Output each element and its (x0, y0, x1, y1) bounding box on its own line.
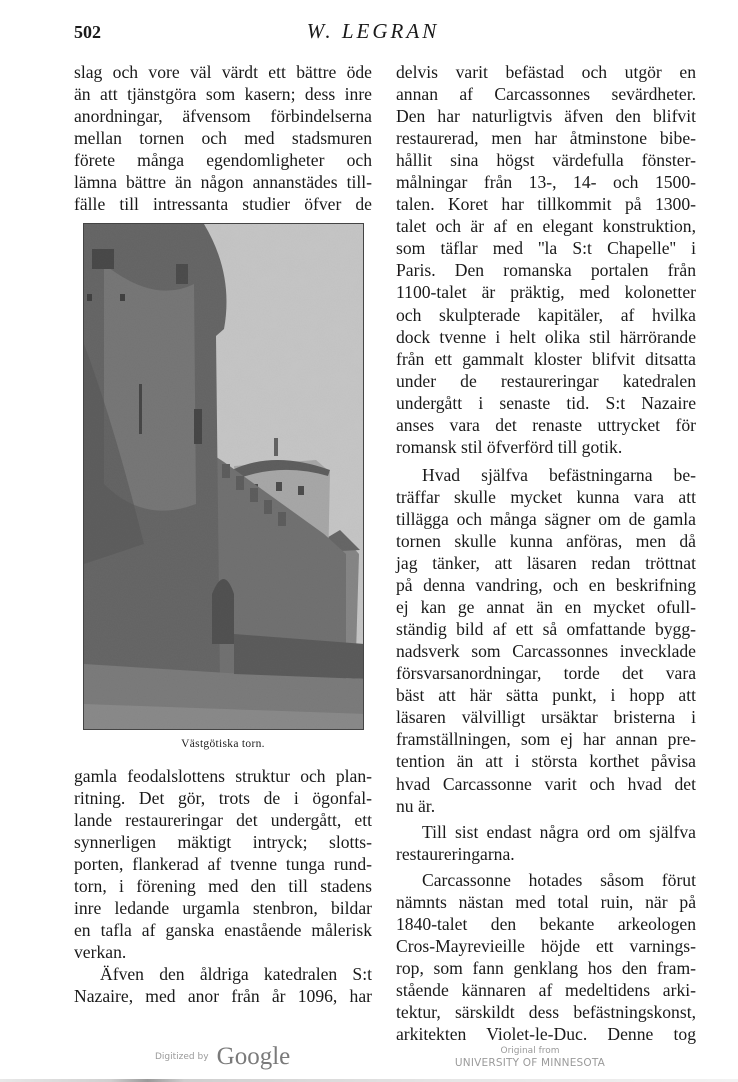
right-column (396, 61, 696, 1045)
text-line: tektur, särskildt dess befästningskonst, (396, 1001, 696, 1022)
text-line: lämna bättre än någon annanstädes till- (74, 172, 372, 193)
text-line: nadsverk som Carcassonnes invecklade (396, 641, 696, 662)
text-line: talet och är af en elegant konstruktion, (396, 216, 696, 237)
left-column-top (74, 61, 372, 215)
text-line: 1840-talet den bekante arkeologen (396, 913, 696, 934)
left-column-bottom (74, 765, 372, 1008)
text-line: framställningen, som ej har annan pre- (396, 729, 696, 750)
tower-photograph (83, 223, 364, 730)
text-line: än att tjänstgöra som kasern; dess inre (74, 84, 372, 105)
text-line: Carcassonne hotades såsom förut (422, 869, 696, 890)
text-line: en tafla af ganska enastående målerisk (74, 920, 372, 941)
text-line: ej kan ge annat än en mycket ofull- (396, 597, 696, 618)
text-line: Den har naturligtvis äfven den blifvit (396, 106, 696, 127)
text-line: hållit sina högst värdefulla fönster- (396, 150, 696, 171)
castle-tower-image (84, 224, 364, 730)
page-number: 502 (74, 22, 101, 42)
text-line: Äfven den åldriga katedralen S:t (100, 964, 372, 985)
text-line: slag och vore väl värdt ett bättre öde (74, 62, 372, 82)
text-line: verkan. (74, 942, 127, 963)
original-from-label: Original from (500, 1046, 560, 1056)
text-line: hvad Carcassonne varit och hvad det (396, 773, 696, 794)
text-line: stående kännaren af medeltidens arki- (396, 979, 696, 1000)
text-line: romansk stil öfverförd till gotik. (396, 436, 623, 457)
text-line: undergått i senaste tid. S:t Nazaire (396, 392, 696, 413)
text-line: som täflar med ''la S:t Chapelle'' i (396, 238, 696, 259)
text-line: arkitekten Violet-le-Duc. Denne tog (396, 1024, 696, 1045)
original-from-watermark (445, 1046, 615, 1070)
text-line: från ett gammalt kloster blifvit ditsatta (396, 348, 696, 369)
text-line: under de restaureringar katedralen (396, 370, 696, 391)
text-line: Till sist endast några ord om själfva (422, 821, 696, 842)
institution-label: UNIVERSITY OF MINNESOTA (454, 1057, 606, 1069)
text-line: jag tänker, att läsaren redan tröttnat (396, 553, 696, 574)
text-line: porten, flankerad af tvenne tunga rund- (74, 854, 372, 875)
digitized-by-google-watermark (155, 1043, 290, 1071)
text-line: nämnts nästan med total ruin, när på (396, 891, 696, 912)
text-line: delvis varit befästad och utgör en (396, 62, 696, 82)
text-line: talen. Koret har tillkommit på 1300- (396, 194, 696, 215)
text-line: dock tvenne i helt olika stil härrörande (396, 326, 696, 347)
text-line: anordningar, äfvensom förbindelserna (74, 106, 372, 127)
running-head: W. LEGRAN (306, 19, 440, 43)
figure-caption: Västgötiska torn. (181, 738, 265, 750)
text-line: rop, som fann genklang hos den fram- (396, 957, 696, 978)
text-line: fälle till intressanta studier öfver de (74, 194, 372, 215)
text-line: nu är. (396, 795, 436, 816)
text-line: Paris. Den romanska portalen från (396, 260, 696, 281)
text-line: och skulpterade kapitäler, af hvilka (396, 304, 696, 325)
text-line: restaurerad, men har åtminstone bibe- (396, 128, 696, 149)
text-line: förete många egendomligheter och (74, 150, 372, 171)
text-line: försvarsanordningar, torde det vara (396, 663, 696, 684)
text-line: inre ledande urgamla stenbron, bildar (74, 898, 372, 919)
text-line: mellan tornen och med stadsmuren (74, 128, 372, 149)
text-line: ständig bild af ett så omfattande bygg- (396, 619, 696, 640)
google-logo: Google (216, 1043, 291, 1070)
text-line: Hvad själfva befästningarna be- (422, 464, 696, 485)
text-line: träffar skulle mycket kunna vara att (396, 486, 696, 507)
digitized-by-label: Digitized by (155, 1052, 209, 1062)
text-line: gamla feodalslottens struktur och plan- (74, 766, 372, 786)
text-line: annan af Carcassonnes sevärdheter. (396, 84, 696, 105)
text-line: tillägga och många sägner om de gamla (396, 508, 696, 529)
text-line: torn, i förening med den till stadens (74, 876, 372, 897)
text-line: ritning. Det gör, trots de i ögonfal- (74, 788, 372, 809)
text-line: på denna vandring, och en beskrifning (396, 575, 696, 596)
text-line: bäst att här sätta punkt, i hopp att (396, 685, 696, 706)
text-line: synnerligen mäktigt intryck; slotts- (74, 832, 372, 853)
text-line: anses vara det renaste uttrycket för (396, 414, 696, 435)
text-line: tention än att i största korthet påvisa (396, 751, 696, 772)
text-line: målningar från 13-, 14- och 1500- (396, 172, 696, 193)
text-line: tornen skulle kunna anföras, men då (396, 530, 696, 551)
text-line: Cros-Mayrevieille höjde ett varnings- (396, 935, 696, 956)
text-line: lande restaureringar det undergått, ett (74, 810, 372, 831)
text-line: läsaren välvilligt ursäktar bristerna i (396, 707, 696, 728)
text-line: Nazaire, med anor från år 1096, har (74, 986, 372, 1007)
text-line: 1100-talet är präktig, med kolonetter (396, 282, 696, 303)
text-line: restaureringarna. (396, 843, 515, 864)
